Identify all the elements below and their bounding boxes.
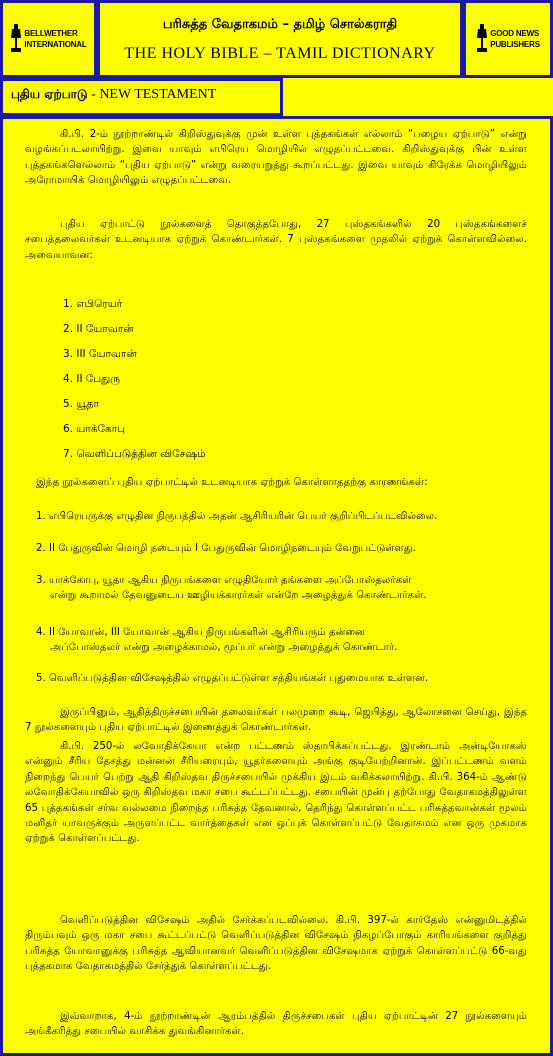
bellwether-logo	[10, 24, 86, 54]
reason-text: 4. II யோவான், III யோவான் ஆகிய நிருபங்களின் ஆசிரியரும் தன்னை	[36, 627, 365, 638]
section-title-box	[0, 78, 283, 116]
right-logo-text: GOOD NEWS PUBLISHERS	[490, 29, 540, 49]
reason-text: 1. எபிரெயருக்கு எழுதின நிருபத்தில் அதன் ஆசிரியரின் பெயர் குறிப்பிடப்படவில்லை.	[36, 511, 438, 522]
reason-item	[36, 671, 527, 686]
paragraph-1: கி.பி. 2-ம் நூற்றாண்டில் கிறிஸ்துவுக்கு முன் உள்ள புத்தகங்கள் எல்லாம் “பழைய ஏற்பாடு” என்று வழங்கப்படலாயிற்று. இவை யாவும் எபிரெய மொழியில் எழுதப்பட்டவை. கிறிஸ்துவுக்கு பின் உள்ள புத்தகங்களெல்லாம் “புதிய ஏற்பாடு” என்று வரையறுத்து கூறப்பட்டது. இவை யாவும் கிரேக்க மொழியிலும் அரோமாயிக் மொழியிலும் எழுதப்பட்டவை.	[25, 129, 527, 187]
right-logo-box	[463, 0, 553, 78]
reason-text: 2. II பேதுருவின் மொழி நடையும் I பேதுருவின் மொழிநடையும் வேறுபட்டுள்ளது.	[36, 543, 416, 554]
book-item: 6. யாக்கோபு	[63, 423, 126, 435]
reasons-intro: இந்த நூல்களைப் புதிய ஏற்பாட்டில் உடனடியாக ஏற்றுக் கொள்ளாததற்கு காரணங்கள்:	[36, 477, 428, 488]
good-news-logo	[476, 24, 540, 54]
book-item: 5. யூதா	[63, 398, 100, 410]
reason-text-continued: அப்போஸ்தலர் என்று அழைக்காமல், மூப்பர் என்று அழைத்துக் கொண்டார்.	[50, 642, 398, 654]
paragraph-2: புதிய ஏற்பாட்டு நூல்களைத் தொகுத்தபோது, 27 புஸ்தகங்களில் 20 புஸ்தகங்களைச் சபைத்தலைவர்கள் உடனடியாக ஏற்றுக் கொண்டார்கள். 7 புஸ்தகங்களை முதலில் ஏற்றுக் கொள்ளவில்லை. அவையாவன:	[25, 219, 527, 261]
reason-item	[36, 509, 527, 524]
reason-text: 3. யாக்கோபு, யூதா ஆகிய நிருபங்களை எழுதியோர் தங்களை அப்போஸ்தலர்கள்	[36, 575, 412, 586]
paragraph-4: கி.பி. 250-ல் லவோதிக்கேயா என்ற பட்டணம் ஸ்தாபிக்கப்பட்டது. இரண்டாம் அன்டியோகஸ் என்னும் சீரிய தேசத்து மன்னன் சீரியரையும், யூதர்களையும் அங்கு குடியேற்றினான். இப்பட்டணம் வளம் நிறைந்து பெயர் பெற்று ஆதி கிறிஸ்தவ திருச்சபையில் முக்கிய இடம் வகிக்கலாயிற்று. கி.பி. 364-ம் ஆண்டு லவோதிக்கேயாவில் ஒரு கிறிஸ்தவ மகா சபை கூட்டப்பட்டது. சபையின் முன்பு தற்போது வேதாகமத்திலுள்ள 65 புத்தகங்கள் சர்வ வல்லமை நிறைந்த பரிசுத்த தேவனால், தெரிந்து கொள்ளப்பட்ட பரிசுத்தவான்கள் மூலம் மனிதர் யாவருக்கும் அருளப்பட்ட வார்த்தைகள் என ஒப்புக் கொள்ளப்பட்டு வேதாகமம் என ஒரு முகமாக ஏற்றுக் கொள்ளப்பட்டது.	[25, 741, 527, 845]
section-title-tamil: புதிய ஏற்பாடு	[11, 87, 88, 101]
bell-lamp-icon	[10, 24, 22, 54]
header-title-box	[97, 0, 463, 78]
left-logo-box	[0, 0, 97, 78]
paragraph-3: இருப்பினும், ஆதித்திருச்சபையின் தலைவர்கள் பலமுறை கூடி, ஜெபித்து, ஆலோசனை செய்து, இந்த 7 நூல்களையும் புதிய ஏற்பாட்டில் இணைத்துக் கொண்டார்கள்.	[25, 707, 527, 734]
reason-text-continued: என்று கூறாமல் தேவனுடைய ஊழியக்காரர்கள் என்றே அழைத்துக் கொண்டார்கள்.	[50, 590, 427, 602]
book-item: 1. எபிரெயர்	[63, 298, 123, 310]
book-item: 3. III யோவான்	[63, 348, 137, 360]
bell-lamp-icon	[476, 24, 488, 54]
reason-item	[36, 573, 527, 604]
reason-text: 5. வெளிப்படுத்தின விசேஷத்தில் எழுதப்பட்டுள்ள சத்தியங்கள் புதுமையாக உள்ளன.	[36, 673, 429, 684]
book-item: 7. வெளிப்படுத்தின விசேஷம்	[63, 448, 206, 460]
reason-item	[36, 541, 527, 556]
book-item: 4. II பேதுரு	[63, 373, 120, 385]
paragraph-6: இவ்வாறாக, 4-ம் நூற்றாண்டின் ஆரம்பத்தில் திருச்சபைகள் புதிய ஏற்பாட்டின் 27 நூல்களையும் அங்கீகரித்து சபையில் வாசிக்க துவங்கினார்கள்.	[25, 1011, 527, 1038]
section-title-english: - NEW TESTAMENT	[87, 87, 217, 102]
left-logo-text: BELLWETHER INTERNATIONAL	[24, 29, 87, 49]
section-title	[3, 81, 280, 103]
book-item: 2. II யோவான்	[63, 323, 134, 335]
reason-item	[36, 625, 527, 656]
title-tamil: பரிசுத்த வேதாகமம் – தமிழ் சொல்கராதி	[162, 17, 398, 32]
title-english: THE HOLY BIBLE – TAMIL DICTIONARY	[124, 45, 436, 62]
paragraph-5: வெளிப்படுத்தின விசேஷம் அதில் சேர்க்கப்படவில்லை. கி.பி. 397-ல் கார்தேஸ் என்னுமிடத்தில் திரும்பவும் ஒரு மகா சபை கூட்டப்பட்டு வெளிப்படுத்தின விசேஷம் நிகழப்போகும் காரியங்களை குறித்து பரிசுத்த யோவானுக்கு பரிசுத்த ஆவியானவர் வெளிப்படுத்தின விசேஷமாக ஏற்றுக் கொள்ளப்பட்டு 66-வது புத்தகமாக வேதாகமத்தில் சேர்த்துக் கொள்ளப்பட்டது.	[25, 915, 527, 973]
content-box	[0, 116, 553, 1056]
